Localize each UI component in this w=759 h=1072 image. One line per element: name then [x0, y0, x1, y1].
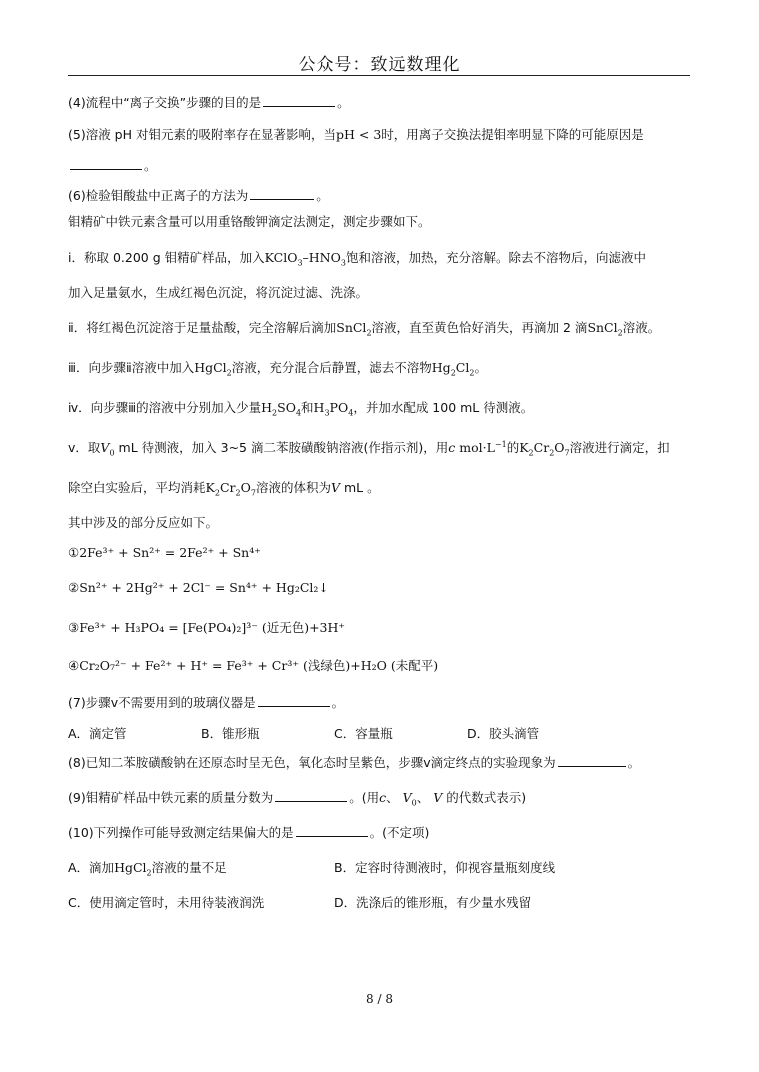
q10-option-c[interactable]: C．使用滴定管时，未用待装液润洗 [68, 895, 265, 910]
question-8 [68, 754, 640, 771]
step-5-text-2: mL 待测液，加入 3~5 滴二苯胺磺酸钠溶液(作指示剂)，用 [118, 440, 449, 455]
q9-text-3: 的代数式表示) [446, 790, 527, 805]
q5-ph-condition: pH < 3 [336, 127, 382, 142]
q9-answer-blank[interactable] [275, 789, 347, 802]
question-6 [68, 187, 329, 204]
reactions-intro: 其中涉及的部分反应如下。 [68, 515, 219, 530]
q9-text-2: 。(用 [349, 790, 380, 805]
step-3-text: 向步骤ⅱ溶液中加入 [88, 360, 195, 375]
reaction-3-number: ③ [68, 620, 80, 635]
step-5-number: ⅴ． [68, 440, 88, 455]
step-1-text-2: 饱和溶液，加热，充分溶解。除去不溶物后，向滤液中 [345, 250, 646, 265]
q4-end: 。 [337, 95, 350, 110]
q10-answer-blank[interactable] [296, 824, 368, 837]
step-4-text-2: ，并加水配成 100 mL 待测液。 [353, 400, 534, 415]
q10-option-d[interactable]: D．洗涤后的锥形瓶，有少量水残留 [334, 895, 532, 910]
q10-option-a-label: A．滴加 [68, 860, 115, 875]
q7-end: 。 [331, 695, 345, 710]
reaction-4-note-2: (未配平) [390, 658, 439, 673]
h3po4-po: PO [329, 400, 349, 415]
step-2-number: ⅱ． [68, 320, 87, 335]
step-2-text: 将红褐色沉淀溶于足量盐酸，完全溶解后滴加 [86, 320, 337, 335]
k2cr2o7-o: O [554, 440, 565, 455]
q9-v-symbol: V [433, 790, 443, 805]
reaction-4-equation: Cr₂O₇²⁻ + Fe²⁺ + H⁺ = Fe³⁺ + Cr³⁺ [79, 658, 299, 673]
q8-end: 。 [627, 755, 641, 770]
reaction-4-number: ④ [68, 658, 80, 673]
v-symbol: V [330, 480, 340, 495]
q10-text-2: 。(不定项) [369, 825, 430, 840]
q10-option-a-text: 溶液的量不足 [151, 860, 227, 875]
k2cr2o7-cr: Cr [533, 440, 550, 455]
step-5-text: 取 [87, 440, 101, 455]
reaction-2-number: ② [68, 580, 80, 595]
h2so4-h: H [261, 400, 273, 415]
q7-text: (7)步骤ⅴ不需要用到的玻璃仪器是 [68, 695, 256, 710]
step-3-number: ⅲ． [68, 360, 89, 375]
step-3-end: 。 [474, 360, 487, 375]
v0-symbol: V [100, 440, 110, 455]
q5-text: (5)溶液 pH 对钼元素的吸附率存在显著影响，当 [68, 127, 336, 142]
q4-text: (4)流程中“离子交换”步骤的目的是 [68, 95, 262, 110]
q8-answer-blank[interactable] [558, 754, 626, 767]
reaction-4 [68, 658, 438, 674]
reagent-kclo3: KClO [264, 250, 298, 265]
h3po4-h: H [313, 400, 325, 415]
q9-v0-symbol: V [402, 790, 412, 805]
step-5-line2: 除空白实验后，平均消耗$K_2Cr_2O_7$溶液的体积为V mL 。 [68, 480, 380, 498]
reaction-1 [68, 545, 261, 561]
reaction-3-equation: Fe³⁺ + H₃PO₄ = [Fe(PO₄)₂]³⁻ [79, 620, 258, 635]
q7-answer-blank[interactable] [258, 694, 330, 707]
reaction-4-tail: +H₂O [350, 658, 387, 673]
reaction-2-equation: Sn²⁺ + 2Hg²⁺ + 2Cl⁻ = Sn⁴⁺ + Hg₂Cl₂↓ [79, 580, 329, 595]
step-4-number: ⅳ． [68, 400, 91, 415]
step-2-text-2: 溶液，直至黄色恰好消失，再滴加 2 滴 [371, 320, 588, 335]
step-5-text-6: 溶液的体积为 [255, 480, 331, 495]
question-5 [68, 127, 644, 143]
page-number: 8 / 8 [366, 992, 393, 1006]
reaction-3 [68, 620, 345, 636]
question-10 [68, 824, 429, 841]
step-4: ⅳ．向步骤ⅲ的溶液中分别加入少量$H_2SO_4$和$H_3PO_4$，并加水配成 100 mL 待测液。 [68, 400, 534, 418]
reaction-3-note: (近无色) [261, 620, 310, 635]
question-7 [68, 694, 344, 711]
k2cr2o7-cr-2: Cr [219, 480, 236, 495]
page-header: 公众号：致远数理化 [298, 55, 461, 75]
q6-end: 。 [316, 188, 329, 203]
header-rule [68, 75, 690, 76]
step-2-end: 溶液。 [622, 320, 661, 335]
h2so4-so: SO [277, 400, 296, 415]
step-5-text-5: 除空白实验后，平均消耗 [68, 480, 206, 495]
reaction-1-equation: 2Fe³⁺ + Sn²⁺ = 2Fe²⁺ + Sn⁴⁺ [79, 545, 261, 560]
k2cr2o7-k-2: K [205, 480, 215, 495]
reagent-hno3: –HNO [302, 250, 341, 265]
step-3-text-2: 溶液，充分混合后静置，滤去不溶物 [231, 360, 432, 375]
question-5-line2 [68, 157, 157, 174]
q10-option-a[interactable]: A．滴加HgCl$_2$溶液的量不足 [68, 860, 227, 878]
step-4-and: 和 [301, 400, 314, 415]
step-1-text: 称取 0.200 g 钼精矿样品，加入 [83, 250, 265, 265]
step-3: ⅲ．向步骤ⅱ溶液中加入HgCl$_2$溶液，充分混合后静置，滤去不溶物$Hg_2Cl_2$。 [68, 360, 487, 378]
question-4 [68, 94, 350, 111]
product-cl: Cl [455, 360, 470, 375]
k2cr2o7-k: K [519, 440, 529, 455]
reagent-hgcl2: HgCl [194, 360, 227, 375]
reaction-3-tail: +3H⁺ [309, 620, 346, 635]
q10-option-a-reagent: HgCl [114, 860, 147, 875]
q5-answer-blank[interactable] [70, 157, 142, 170]
reaction-1-number: ① [68, 545, 80, 560]
step-1-line2: 加入足量氨水，生成红褐色沉淀，将沉淀过滤、洗涤。 [68, 285, 369, 300]
q5-end: 。 [144, 158, 157, 173]
q7-option-a[interactable]: A．滴定管 [68, 726, 127, 741]
reaction-4-note: (浅绿色) [302, 658, 351, 673]
step-5-end: mL 。 [343, 480, 380, 495]
q10-text: (10)下列操作可能导致测定结果偏大的是 [68, 825, 294, 840]
q9-c-symbol: c [379, 790, 387, 805]
q6-answer-blank[interactable] [250, 187, 314, 200]
q4-answer-blank[interactable] [263, 94, 335, 107]
conc-symbol: c [448, 440, 456, 455]
q9-text: (9)钼精矿样品中铁元素的质量分数为 [68, 790, 274, 805]
q10-option-b[interactable]: B．定容时待测液时，仰视容量瓶刻度线 [334, 860, 556, 875]
step-5-text-4: 溶液进行滴定，扣 [569, 440, 670, 455]
q7-option-b[interactable]: B．锥形瓶 [201, 726, 260, 741]
k2cr2o7-o-2: O [240, 480, 251, 495]
step-5: ⅴ．取$V_0$ mL 待测液，加入 3~5 滴二苯胺磺酸钠溶液(作指示剂)，用c $mol\cdot L^{-1}$的$K_2Cr_2O_7$溶液进行滴定，扣 [68, 439, 670, 458]
reagent-sncl2-b: SnCl [587, 320, 618, 335]
question-9: (9)钼精矿样品中铁元素的质量分数为 。(用c、 $V_0$、 V 的代数式表示) [68, 790, 527, 808]
step-2: ⅱ．将红褐色沉淀溶于足量盐酸，完全溶解后滴加SnCl$_2$溶液，直至黄色恰好消失，再滴加 2 滴SnCl$_2$溶液。 [68, 320, 661, 338]
q7-option-d[interactable]: D．胶头滴管 [467, 726, 540, 741]
product-hg: Hg [431, 360, 451, 375]
step-1-number: ⅰ． [68, 250, 84, 265]
conc-unit: mol·L [459, 440, 495, 455]
reagent-sncl2: SnCl [336, 320, 367, 335]
q6-text: (6)检验钼酸盐中正离子的方法为 [68, 188, 249, 203]
q8-text: (8)已知二苯胺磺酸钠在还原态时呈无色，氧化态时呈紫色，步骤ⅴ滴定终点的实验现象为 [68, 755, 556, 770]
step-1: ⅰ．称取 0.200 g 钼精矿样品，加入$KClO_3-HNO_3$饱和溶液，加热，充分溶解。除去不溶物后，向滤液中 [68, 250, 646, 268]
q5-text-2: 时，用离子交换法提钼率明显下降的可能原因是 [381, 127, 644, 142]
q7-option-c[interactable]: C．容量瓶 [334, 726, 393, 741]
procedure-intro: 钼精矿中铁元素含量可以用重铬酸钾滴定法测定，测定步骤如下。 [68, 214, 431, 229]
step-4-text: 向步骤ⅲ的溶液中分别加入少量 [90, 400, 262, 415]
step-5-text-3: 的 [506, 440, 520, 455]
reaction-2 [68, 580, 329, 596]
